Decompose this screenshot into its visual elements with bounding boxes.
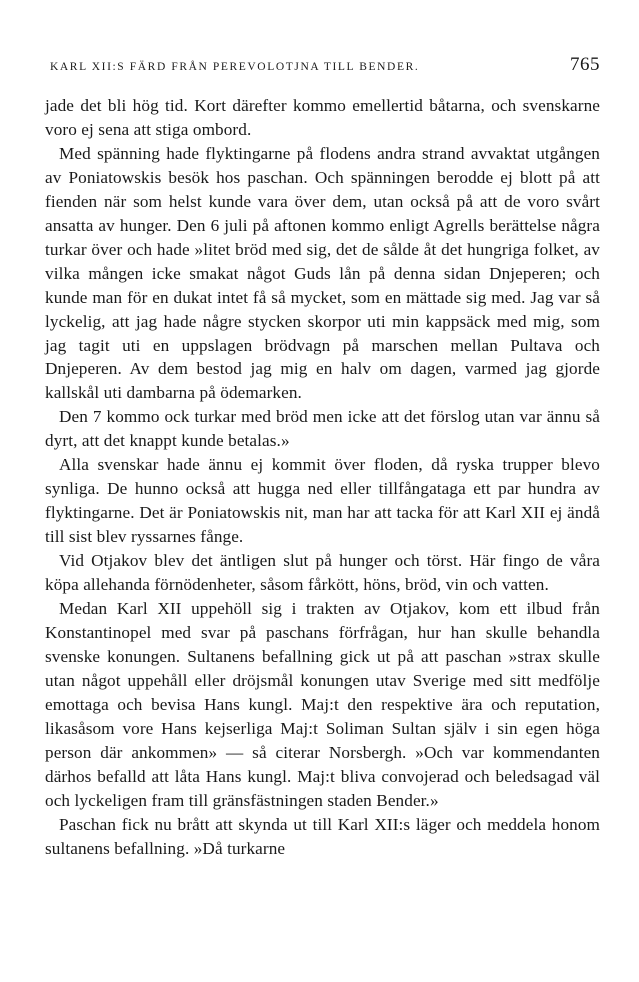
paragraph: Den 7 kommo ock turkar med bröd men icke att det förslog utan var ännu så dyrt, att det knappt kunde betalas.»: [45, 407, 600, 451]
running-header: [45, 54, 600, 94]
paragraph: Paschan fick nu brått att skynda ut till Karl XII:s läger och meddela honom sultanens befallning. »Då turkarne: [45, 814, 600, 858]
page-number: 765: [570, 54, 600, 75]
running-title: KARL XII:S FÄRD FRÅN PEREVOLOTJNA TILL BENDER.: [50, 61, 420, 73]
paragraph: Med spänning hade flyktingarne på flodens andra strand avvaktat utgången av Poniatowskis besök hos paschan. Och spänningen berodde ej blott på att fienden när som helst kunde vara över dem, utan också på att de voro svårt ansatta av hunger. Den 6 juli på aftonen kommo enligt Agrells berättelse några turkar över och hade »litet bröd med sig, det de sålde åt det hungriga folket, av vilka mången icke smakat något Guds lån på denna sidan Dnjeperen; och kunde man för en dukat intet få så mycket, som en mättade sig med. Jag var så lyckelig, att jag hade någre stycken skorpor uti min kappsäck med mig, som jag tagit uti en uppslagen brödvagn på marschen mellan Pultava och Dnjeperen. Av dem bestod jag mig en halv om dagen, varmed jag gjorde kallskål uti dambarna på ödemarken.: [45, 143, 600, 403]
paragraph: Vid Otjakov blev det äntligen slut på hunger och törst. Här fingo de våra köpa allehanda förnödenheter, såsom fårkött, höns, bröd, vin och vatten.: [45, 551, 600, 595]
book-page: [45, 54, 600, 861]
paragraph: Medan Karl XII uppehöll sig i trakten av Otjakov, kom ett ilbud från Konstantinopel med svar på paschans förfrågan, hur han skulle behandla svenske konungen. Sultanens befallning gick ut på att paschan »strax skulle utan något uppehåll eller dröjsmål konungen utav Sverige med sitt medfölje emottaga och bevisa Hans kungl. Maj:t den respektive ära och reputation, likasåsom vore Hans kejserliga Maj:t Soliman Sultan själv i sin egen höga person där ankommen» — så citerar Norsbergh. »Och var kommendanten därhos befalld att låta Hans kungl. Maj:t bliva convojerad och beledsagad väl och lyckeligen fram till gränsfästningen staden Bender.»: [45, 599, 600, 810]
paragraph: Alla svenskar hade ännu ej kommit över floden, då ryska trupper blevo synliga. De hunno också att hugga ned eller tillfångataga ett par hundra av flyktingarne. Det är Poniatowskis nit, man har att tacka för att Karl XII ej ändå till sist blev ryssarnes fånge.: [45, 455, 600, 547]
body-text: [45, 94, 600, 861]
paragraph: jade det bli hög tid. Kort därefter kommo emellertid båtarna, och svenskarne voro ej sena att stiga ombord.: [45, 96, 600, 139]
